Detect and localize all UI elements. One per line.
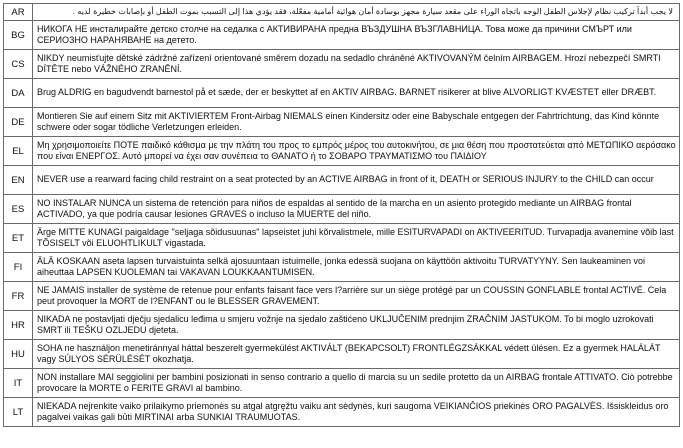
language-code: HR: [4, 311, 33, 340]
warning-text: NIKADA ne postavljati dječju sjedalicu leđima u smjeru vožnje na sjedalo zaštićeno UKLJUČENIM prednjim ZRAČNIM JASTUKOM. To bi moglo uzrokovati SMRT ili TEŠKU OZLJEDU djeteta.: [37, 313, 654, 335]
table-row: [4, 166, 680, 195]
warning-text: NIEKADA nejrenkite vaiko prilaikymo priemonės su atgal atgręžtu vaiku ant sėdynės, kuri saugoma VEIKIANČIOS priekinės ORO PAGALVĖS. Išsiskleidus oro pagalvei vaikas gali būti MIRTINAI arba SUNKIAI TRAUMUOTAS.: [37, 400, 669, 422]
table-row: [4, 4, 680, 21]
warning-text-cell: [33, 137, 680, 166]
warning-text-cell: [33, 4, 680, 21]
warning-text: НИКОГА НЕ инсталирайте детско столче на седалка с АКТИВИРАНА предна ВЪЗДУШНА ВЪЗГЛАВНИЦА. Това може да причини СМЪРТ или СЕРИОЗНО НАРАНЯВАНЕ на детето.: [37, 23, 632, 45]
table-row: [4, 224, 680, 253]
warning-text: NIKDY neumisťujte dětské zádržné zařízení orientované směrem dozadu na sedadlo chráněné AKTIVOVANÝM čelním AIRBAGEM. Hrozí nebezpečí SMRTI DÍTĚTE nebo VÁŽNÉHO ZRANĚNÍ.: [37, 52, 661, 74]
table-row: [4, 79, 680, 108]
table-row: [4, 195, 680, 224]
warning-text: NE JAMAIS installer de système de retenue pour enfants faisant face vers l?arrière sur un siège protégé par un COUSSIN GONFLABLE frontal ACTIVÉ. Cela peut provoquer la MORT de l?ENFANT ou le BLESSER GRAVEMENT.: [37, 284, 667, 306]
language-code: LT: [4, 398, 33, 427]
warning-text-cell: [33, 108, 680, 137]
language-code: HU: [4, 340, 33, 369]
language-code: IT: [4, 369, 33, 398]
warning-text-cell: [33, 369, 680, 398]
language-code: ET: [4, 224, 33, 253]
language-code: AR: [4, 4, 33, 21]
warning-text-cell: [33, 282, 680, 311]
table-row: [4, 398, 680, 427]
warning-text-cell: [33, 253, 680, 282]
language-table: [3, 3, 680, 427]
language-code: FR: [4, 282, 33, 311]
warning-text: SOHA ne használjon menetiránnyal háttal beszerelt gyermekülést AKTIVÁLT (BEKAPCSOLT) FRONTLÉGZSÁKKAL védett ülésen. Ez a gyermek HALÁLÁT vagy SÚLYOS SÉRÜLÉSÉT okozhatja.: [37, 342, 661, 364]
warning-text: Ärge MITTE KUNAGI paigaldage "seljaga sõidusuunas" lapseistet juhi kõrvalistmele, mille ESITURVAPADI on AKTIVEERITUD. Turvapadja avanemine võib last TÕSISELT või ELUOHTLIKULT vigastada.: [37, 226, 674, 248]
airbag-warning-table: [3, 3, 680, 445]
language-code: CS: [4, 50, 33, 79]
table-row: [4, 369, 680, 398]
warning-text-cell: [33, 398, 680, 427]
warning-text: NON installare MAI seggiolini per bambini posizionati in senso contrario a quello di marcia su un sedile protetto da un AIRBAG frontale ATTIVATO. Ciò potrebbe provocare la MORTE o FERITE GRAVI al bambino.: [37, 371, 673, 393]
table-row: [4, 340, 680, 369]
warning-text: NEVER use a rearward facing child restraint on a seat protected by an ACTIVE AIRBAG in front of it, DEATH or SERIOUS INJURY to the CHILD can occur: [37, 174, 654, 185]
table-row: [4, 253, 680, 282]
warning-text-cell: [33, 311, 680, 340]
table-row: [4, 108, 680, 137]
table-row: [4, 137, 680, 166]
warning-text: لا يجب أبداً تركيب نظام لإجلاس الطفل الوجه باتجاه الوراء على مقعد سيارة مجهز بوسادة أمان هوائية أمامية مفعّلة، فقد يؤدي هذا إلى التسبب بموت الطفل أو بإصابات خطيرة لديه .: [72, 7, 673, 17]
language-code: EN: [4, 166, 33, 195]
language-code: BG: [4, 21, 33, 50]
warning-text: Montieren Sie auf einem Sitz mit AKTIVIERTEM Front-Airbag NIEMALS einen Kindersitz oder eine Babyschale entgegen der Fahrtrichtung, das Kind könnte schwere oder sogar tödliche Verletzungen erleiden.: [37, 110, 660, 132]
warning-text: ÄLÄ KOSKAAN aseta lapsen turvaistuinta selkä ajosuuntaan istuimelle, jonka edessä suojana on käyttöön aktivoitu TURVATYYNY. Sen laukeaminen voi aiheuttaa LAPSEN KUOLEMAN tai VAKAVAN LOUKKAANTUMISEN.: [37, 255, 646, 277]
warning-text-cell: [33, 195, 680, 224]
warning-text-cell: [33, 166, 680, 195]
language-code: FI: [4, 253, 33, 282]
warning-text: NO INSTALAR NUNCA un sistema de retención para niños de espaldas al sentido de la marcha en un asiento protegido mediante un AIRBAG frontal ACTIVADO, ya que podría causar lesiones GRAVES o incluso la MUERTE del niño.: [37, 197, 632, 219]
warning-text: Μη χρησιμοποιείτε ΠΟΤΕ παιδικό κάθισμα με την πλάτη του προς το εμπρός μέρος του αυτοκινήτου, σε μια θέση που προστατεύεται από ΜΕΤΩΠΙΚΟ αερόσακο που είναι ΕΝΕΡΓΟΣ. Αυτό μπορεί να έχει σαν συνέπεια το ΘΑΝΑΤΟ ή το ΣΟΒΑΡΟ ΤΡΑΥΜΑΤΙΣΜΟ του ΠΑΙΔΙΟΥ: [37, 139, 676, 161]
warning-text: Brug ALDRIG en bagudvendt barnestol på et sæde, der er beskyttet af en AKTIV AIRBAG. BARNET risikerer at blive ALVORLIGT KVÆSTET eller DRÆBT.: [37, 87, 657, 98]
warning-text-cell: [33, 224, 680, 253]
language-code: ES: [4, 195, 33, 224]
language-code: DA: [4, 79, 33, 108]
warning-text-cell: [33, 21, 680, 50]
warning-text-cell: [33, 50, 680, 79]
table-row: [4, 21, 680, 50]
warning-text-cell: [33, 340, 680, 369]
language-code: EL: [4, 137, 33, 166]
warning-text-cell: [33, 79, 680, 108]
language-code: DE: [4, 108, 33, 137]
table-row: [4, 282, 680, 311]
table-row: [4, 50, 680, 79]
table-row: [4, 311, 680, 340]
